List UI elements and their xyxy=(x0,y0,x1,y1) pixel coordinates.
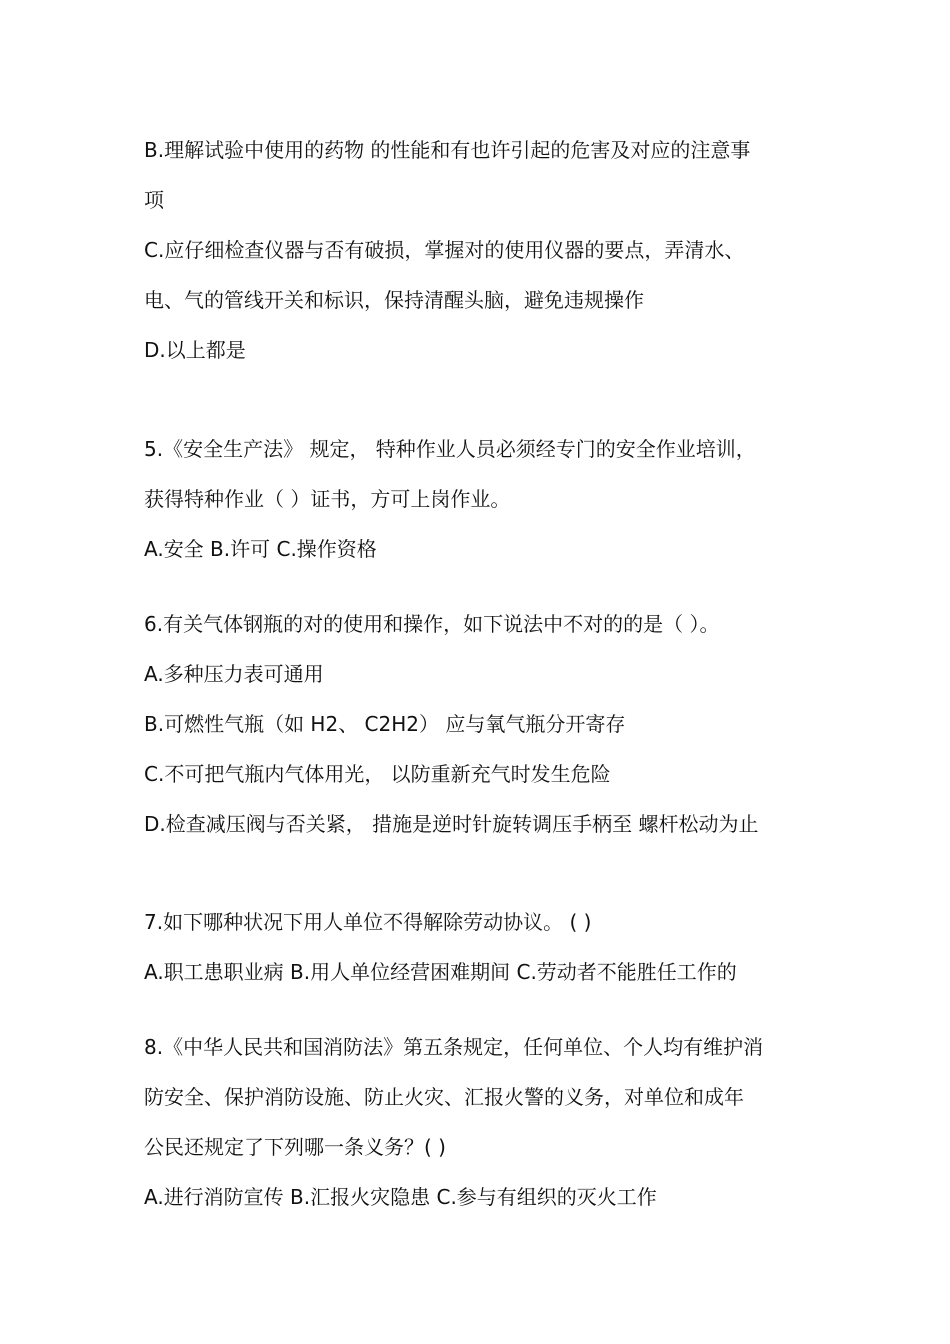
q8-question-line2: 防安全、保护消防设施、防止火灾、汇报火警的义务，对单位和成年 xyxy=(144,1085,744,1109)
q5-options: A.安全 B.许可 C.操作资格 xyxy=(144,537,377,561)
q7-options: A.职工患职业病 B.用人单位经营困难期间 C.劳动者不能胜任工作的 xyxy=(144,960,737,984)
q6-option-c: C.不可把气瓶内气体用光， 以防重新充气时发生危险 xyxy=(144,762,611,786)
q6-option-a: A.多种压力表可通用 xyxy=(144,662,324,686)
q4-option-b-line1: B.理解试验中使用的药物 的性能和有也许引起的危害及对应的注意事 xyxy=(144,138,751,162)
q6-question: 6.有关气体钢瓶的对的使用和操作，如下说法中不对的的是（ ）。 xyxy=(144,612,720,636)
q4-option-c-line1: C.应仔细检查仪器与否有破损，掌握对的使用仪器的要点，弄清水、 xyxy=(144,238,745,262)
q5-question-line1: 5.《安全生产法》 规定， 特种作业人员必须经专门的安全作业培训， xyxy=(144,437,756,461)
q4-option-d: D.以上都是 xyxy=(144,338,246,362)
q5-question-line2: 获得特种作业（ ）证书，方可上岗作业。 xyxy=(144,487,511,511)
q4-option-c-line2: 电、气的管线开关和标识，保持清醒头脑，避免违规操作 xyxy=(144,288,644,312)
q8-question-line1: 8.《中华人民共和国消防法》第五条规定，任何单位、个人均有维护消 xyxy=(144,1035,764,1059)
q6-option-b: B.可燃性气瓶（如 H2、 C2H2） 应与氧气瓶分开寄存 xyxy=(144,712,626,736)
q8-options: A.进行消防宣传 B.汇报火灾隐患 C.参与有组织的灭火工作 xyxy=(144,1185,657,1209)
q4-option-b-line2: 项 xyxy=(144,188,164,212)
q8-question-line3: 公民还规定了下列哪一条义务？( ) xyxy=(144,1135,446,1159)
q7-question: 7.如下哪种状况下用人单位不得解除劳动协议。 ( ) xyxy=(144,910,592,934)
q6-option-d: D.检查减压阀与否关紧， 措施是逆时针旋转调压手柄至 螺杆松动为止 xyxy=(144,812,759,836)
